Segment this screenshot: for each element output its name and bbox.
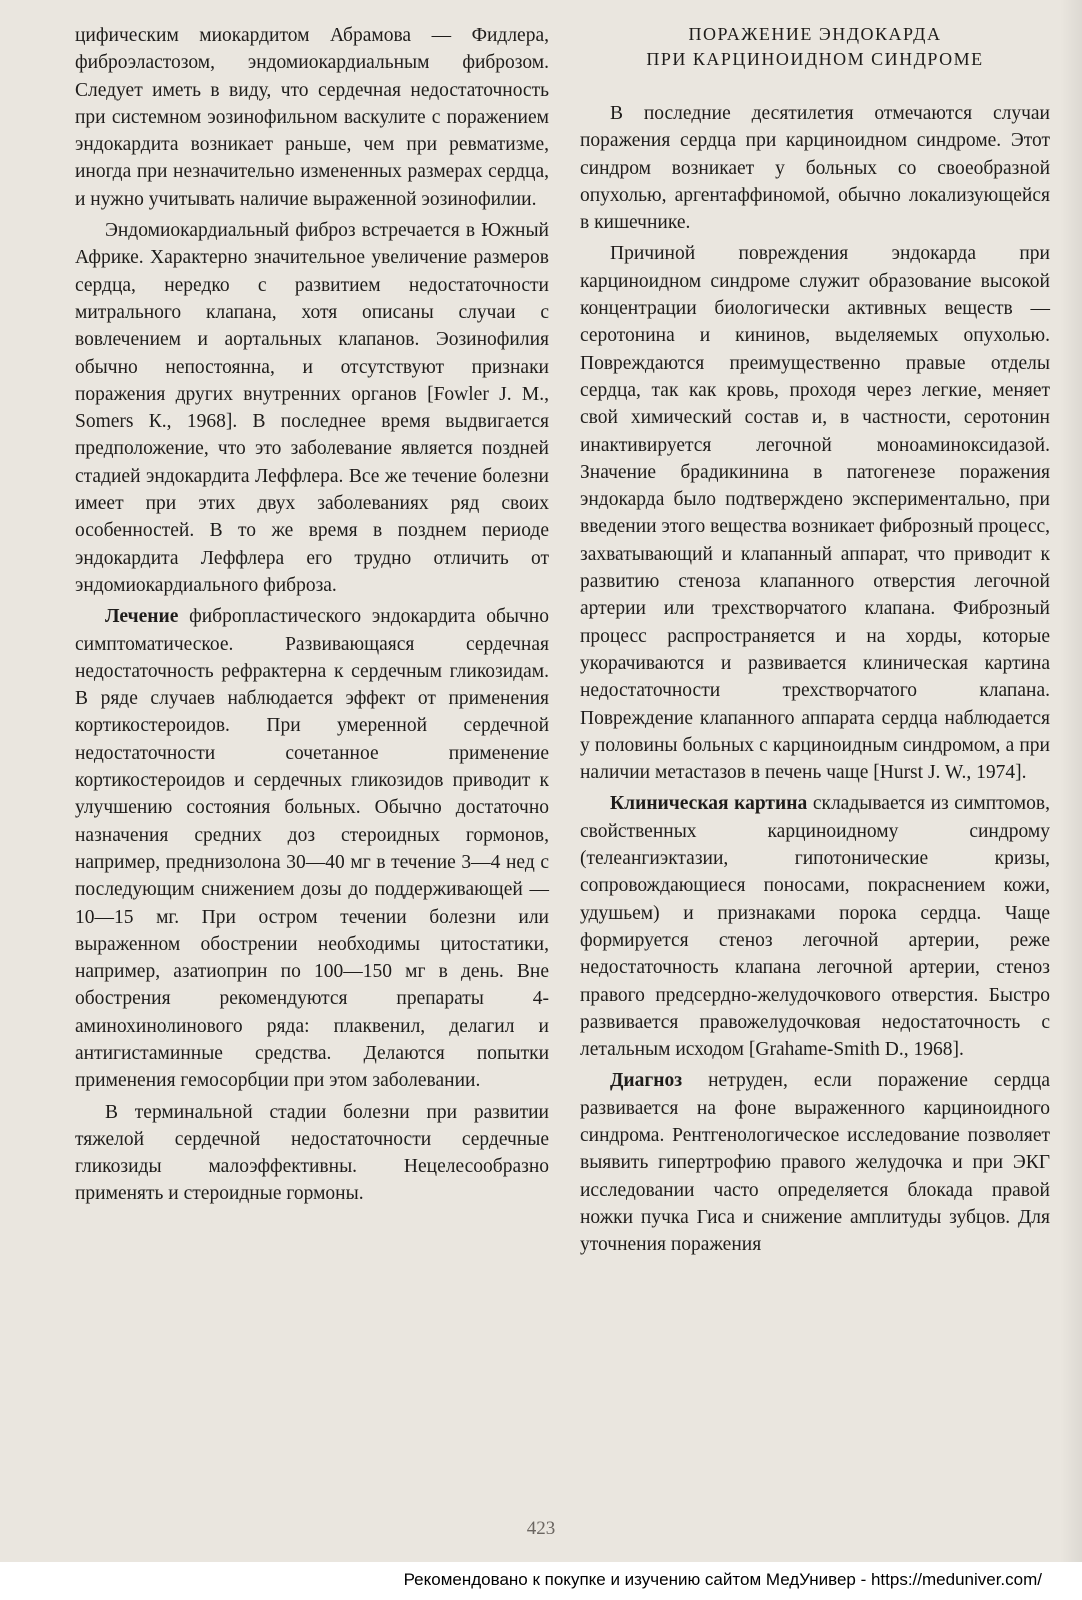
right-column (580, 22, 1050, 1262)
section-term: Диагноз (610, 1070, 683, 1092)
paragraph: цифическим миокардитом Абрамова — Фидлера, фиброэластозом, эндомиокардиальным фиброзом. Следует иметь в виду, что сердечная недостаточность при системном эозинофильном васкулите с поражением эндокардита возникает раньше, чем при ревматизме, иногда при незначительно измененных размерах сердца, и нужно учитывать наличие выраженной эозинофилии. (75, 25, 549, 210)
page-number: 423 (526, 1518, 556, 1539)
left-column (75, 22, 549, 1212)
paragraph: В последние десятилетия отмечаются случаи поражения сердца при карциноидном синдроме. Этот синдром возникает у больных со своеобразной опухолью, аргентаффиномой, обычно локализующейся в кишечнике. (580, 103, 1050, 234)
section-term: Клиническая картина (610, 793, 808, 815)
paragraph-diagnosis: Диагноз нетруден, если поражение сердца развивается на фоне выраженного карциноидного синдрома. Рентгенологическое исследование позволяет выявить гипертрофию правого желудочка и при ЭКГ исследовании часто определяется блокада правой ножки пучка Гиса и снижение амплитуды зубцов. Для уточнения поражения (580, 1070, 1050, 1256)
scan-edge-shadow (1060, 0, 1082, 1600)
paragraph-treatment: Лечение фибропластического эндокардита обычно симптоматическое. Развивающаяся сердечная недостаточность рефрактерна к сердечным гликозидам. В ряде случаев наблюдается эффект от применения кортикостероидов. При умеренной сердечной недостаточности сочетанное применение кортикостероидов и сердечных гликозидов приводит к улучшению состояния больных. Обычно достаточно назначения средних доз стероидных гормонов, например, преднизолона 30—40 мг в течение 3—4 нед с последующим снижением дозы до поддерживающей — 10—15 мг. При остром течении болезни или выраженном обострении необходимы цитостатики, например, азатиоприн по 100—150 мг в день. Вне обострения рекомендуются препараты 4-аминохинолинового ряда: плаквенил, делагил и антигистаминные средства. Делаются попытки применения гемосорбции при этом заболевании. (75, 606, 549, 1092)
paragraph: Причиной повреждения эндокарда при карциноидном синдроме служит образование высокой концентрации биологически активных веществ — серотонина и кининов, выделяемых опухолью. Повреждаются преимущественно правые отделы сердца, так как кровь, проходя через легкие, меняет свой химический состав и, в частности, серотонин инактивируется легочной моноаминоксидазой. Значение брадикинина в патогенезе поражения эндокарда было подтверждено экспериментально, при введении этого вещества возникает фиброзный процесс, захватывающий и клапанный аппарат, что приводит к развитию стеноза клапанного отверстия легочной артерии или трехстворчатого клапана. Фиброзный процесс распространяется и на хорды, которые укорачиваются и развивается клиническая картина недостаточности трехстворчатого клапана. Повреждение клапанного аппарата сердца наблюдается у половины больных с карциноидным синдромом, а при наличии метастазов в печень чаще [Hurst J. W., 1974]. (580, 243, 1050, 784)
paragraph: Эндомиокардиальный фиброз встречается в Южный Африке. Характерно значительное увеличение размеров сердца, нередко с развитием недостаточности митрального клапана, хотя описаны случаи с вовлечением и аортальных клапанов. Эозинофилия обычно непостоянна, и отсутствуют признаки поражения других внутренних органов [Fowler J. M., Somers К., 1968]. В последнее время выдвигается предположение, что это заболевание является поздней стадией эндокардита Леффлера. Все же течение болезни имеет при этих двух заболеваниях ряд своих особенностей. В то же время в позднем периоде эндокардита Леффлера его трудно отличить от эндомиокардиального фиброза. (75, 220, 549, 596)
paragraph-clinical: Клиническая картина складывается из симптомов, свойственных карциноидному синдрому (телеангиэктазии, гипотонические кризы, сопровождающиеся поносами, покраснением кожи, удушьем) и признаками порока сердца. Чаще формируется стеноз легочной артерии, реже недостаточность клапана легочной артерии, стеноз правого предсердно-желудочкового отверстия. Быстро развивается правожелудочковая недостаточность с летальным исходом [Grahame-Smith D., 1968]. (580, 793, 1050, 1061)
footer-banner (0, 1562, 1082, 1600)
section-heading: ПОРАЖЕНИЕ ЭНДОКАРДА ПРИ КАРЦИНОИДНОМ СИНДРОМЕ (646, 24, 984, 69)
section-term: Лечение (105, 606, 179, 628)
footer-text[interactable]: Рекомендовано к покупке и изучению сайтом МедУнивер - https://meduniver.com/ (403, 1570, 1042, 1589)
paragraph: В терминальной стадии болезни при развитии тяжелой сердечной недостаточности сердечные гликозиды малоэффективны. Нецелесообразно применять и стероидные гормоны. (75, 1101, 549, 1205)
